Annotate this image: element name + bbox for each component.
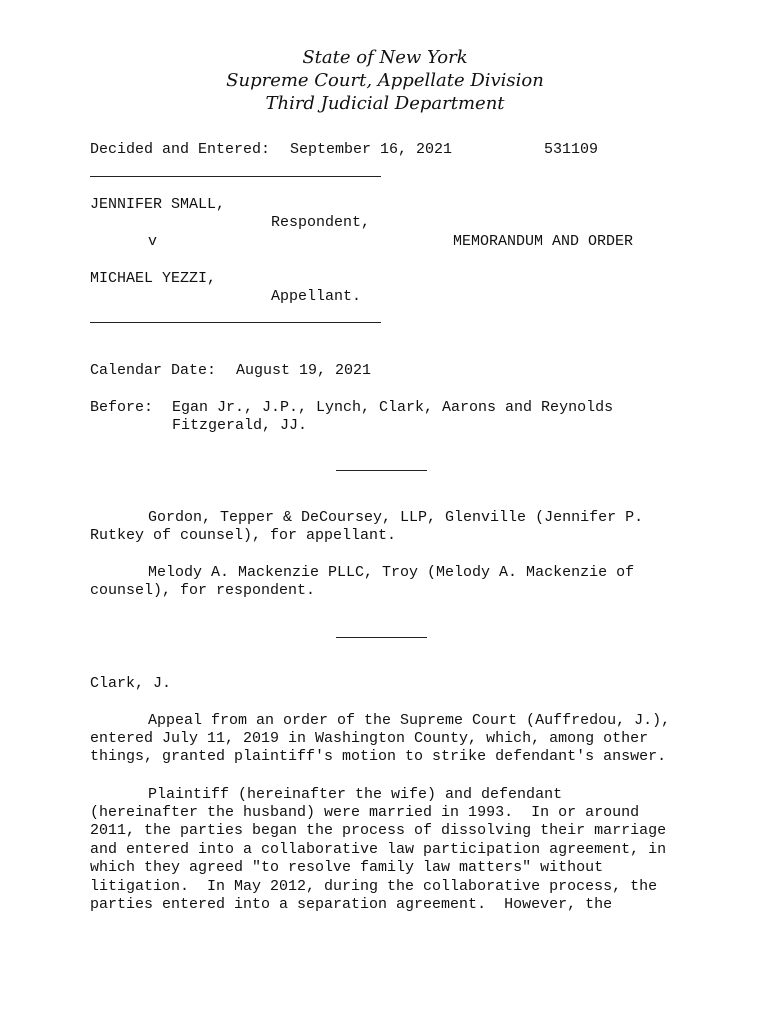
caption-rule-top [90,176,381,177]
caption-rule-bottom [90,322,381,323]
decided-date: September 16, 2021 [290,141,453,158]
defendant-role: Appellant. [271,288,362,305]
order-type: MEMORANDUM AND ORDER [453,233,634,250]
defendant-name: MICHAEL YEZZI, [90,270,217,287]
plaintiff-name: JENNIFER SMALL, [90,196,226,213]
paragraph-1-line: things, granted plaintiff's motion to strike defendant's answer. [90,748,667,765]
before-judges-line2: Fitzgerald, JJ. [172,417,308,434]
paragraph-2-line: parties entered into a separation agreement. However, the [90,896,613,913]
court-department: Third Judicial Department [265,93,505,114]
plaintiff-role: Respondent, [271,214,371,231]
court-state: State of New York [302,47,468,68]
paragraph-2-line: and entered into a collaborative law participation agreement, in [90,841,667,858]
before-judges-line1: Egan Jr., J.P., Lynch, Clark, Aarons and Reynolds [172,399,614,416]
paragraph-2-line: litigation. In May 2012, during the collaborative process, the [90,878,658,895]
paragraph-2-line: (hereinafter the husband) were married in 1993. In or around [90,804,640,821]
versus: v [148,233,158,250]
appellant-counsel-line2: Rutkey of counsel), for appellant. [90,527,397,544]
calendar-date: August 19, 2021 [236,362,372,379]
section-divider-1 [336,470,427,471]
section-divider-2 [336,637,427,638]
paragraph-1-line: entered July 11, 2019 in Washington County, which, among other [90,730,649,747]
decided-label: Decided and Entered: [90,141,271,158]
calendar-label: Calendar Date: [90,362,217,379]
appellant-counsel-line1: Gordon, Tepper & DeCoursey, LLP, Glenville (Jennifer P. [148,509,644,526]
paragraph-2-line: 2011, the parties began the process of dissolving their marriage [90,822,667,839]
respondent-counsel-line2: counsel), for respondent. [90,582,316,599]
opinion-author: Clark, J. [90,675,172,692]
before-label: Before: [90,399,154,416]
court-name: Supreme Court, Appellate Division [226,70,544,91]
respondent-counsel-line1: Melody A. Mackenzie PLLC, Troy (Melody A. Mackenzie of [148,564,635,581]
paragraph-1-line: Appeal from an order of the Supreme Court (Auffredou, J.), [148,712,671,729]
paragraph-2-line: which they agreed "to resolve family law matters" without [90,859,604,876]
paragraph-2-line: Plaintiff (hereinafter the wife) and defendant [148,786,563,803]
docket-number: 531109 [544,141,599,158]
